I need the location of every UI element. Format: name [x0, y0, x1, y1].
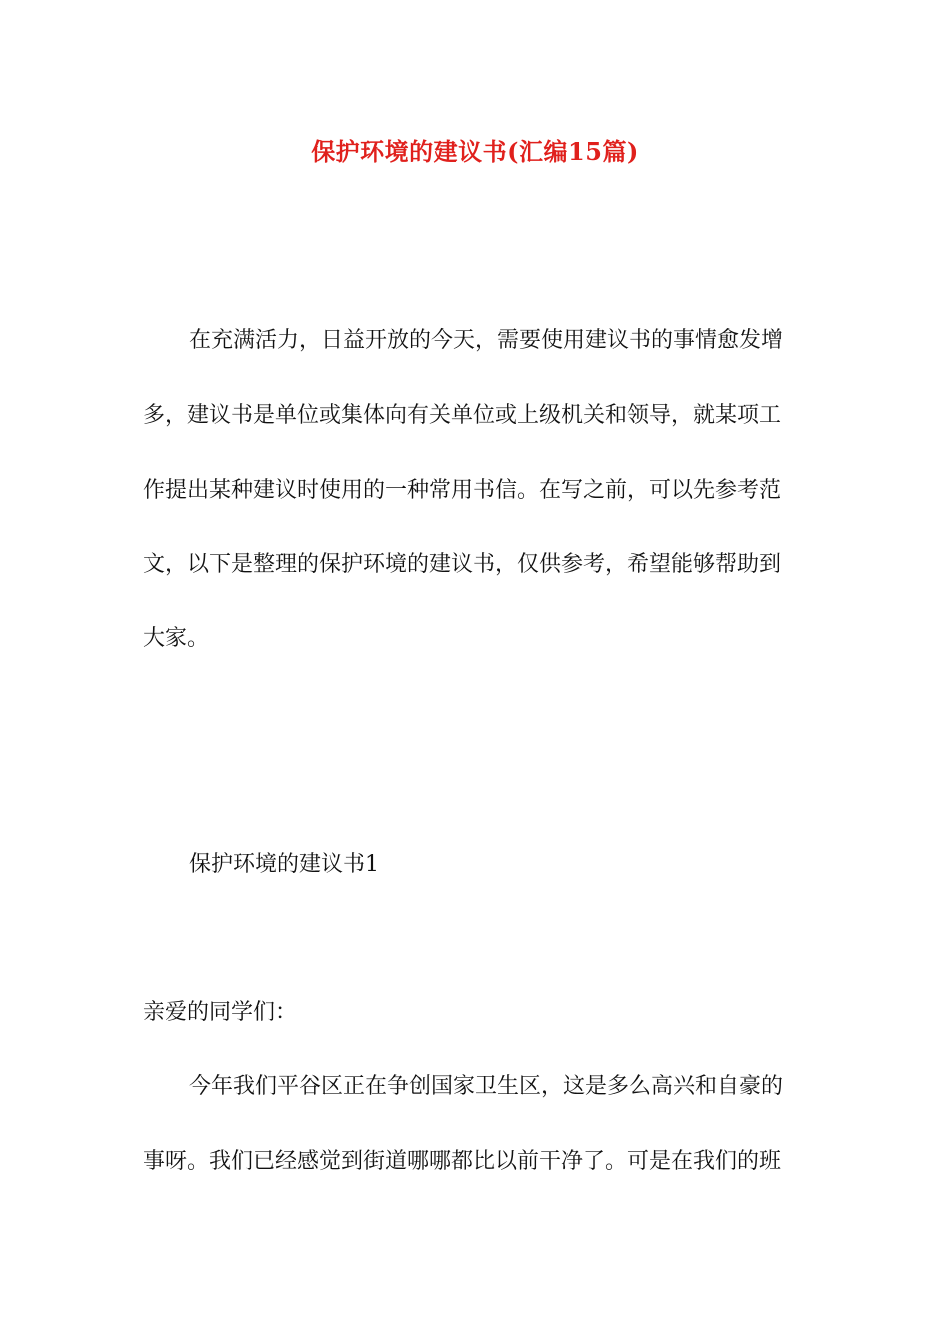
body-line-1: 今年我们平谷区正在争创国家卫生区，这是多么高兴和自豪的	[189, 1074, 784, 1099]
salutation: 亲爱的同学们：	[143, 1000, 298, 1025]
document-title: 保护环境的建议书(汇编15篇)	[311, 137, 639, 166]
section-heading: 保护环境的建议书1	[189, 852, 379, 877]
intro-line-4: 文，以下是整理的保护环境的建议书，仅供参考，希望能够帮助到	[143, 552, 782, 577]
intro-line-2: 多，建议书是单位或集体向有关单位或上级机关和领导，就某项工	[143, 403, 782, 428]
intro-line-1: 在充满活力，日益开放的今天，需要使用建议书的事情愈发增	[189, 328, 784, 353]
intro-line-5: 大家。	[143, 626, 210, 651]
body-line-2: 事呀。我们已经感觉到街道哪哪都比以前干净了。可是在我们的班	[143, 1149, 782, 1174]
intro-line-3: 作提出某种建议时使用的一种常用书信。在写之前，可以先参考范	[143, 478, 782, 503]
